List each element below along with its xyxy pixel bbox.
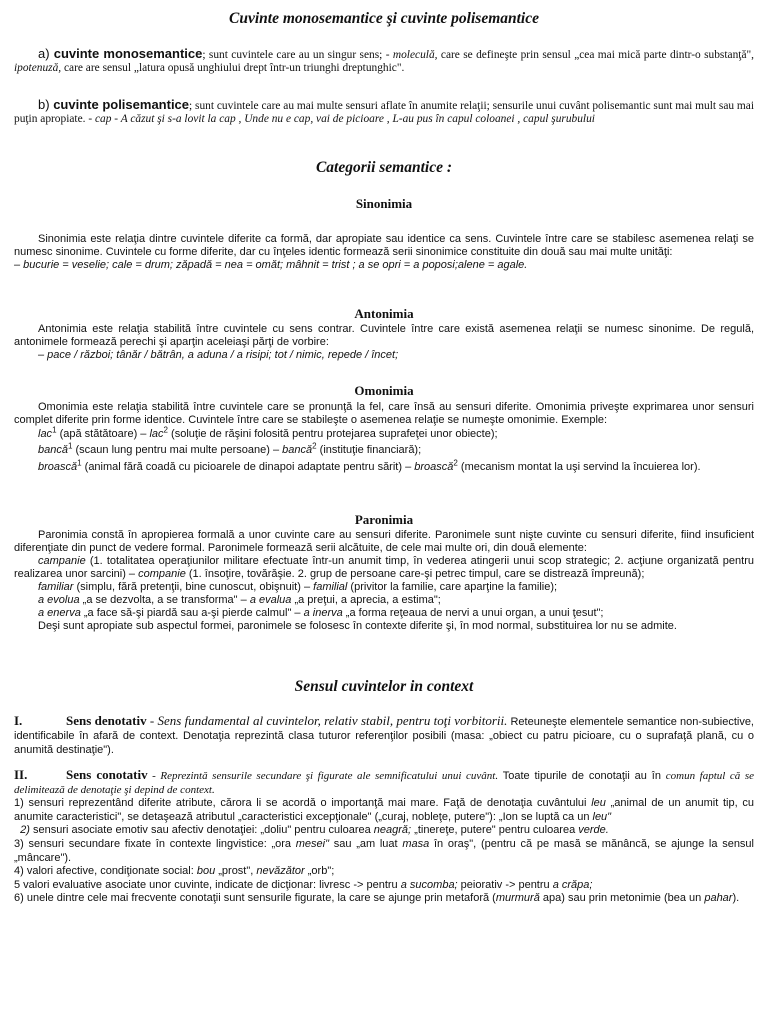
paronimia-closing: Deşi sunt apropiate sub aspectul formei, paronimele se folosesc în contexte diferite şi, în mod normal, substituirea lor nu se admite.	[38, 620, 677, 632]
context-title: Sensul cuvintelor in context	[294, 678, 474, 695]
conotativ-item-5: 5 valori evaluative asociate unor cuvinte, indicate de dicţionar: livresc -> pentru a sucomba; peiorativ -> pentru a crăpa;	[14, 878, 593, 891]
monosemantic-paragraph	[14, 47, 754, 75]
paronimia-body	[14, 529, 754, 633]
conotativ-italic2: comun faptul că se delimitează de denotaţie şi depind de context.	[14, 770, 754, 796]
paronimia-text: Paronimia constă în apropierea formală a unor cuvinte care au sensuri diferite. Paronimele sunt nişte cuvinte cu sensuri diferite, fiind insuficient diferenţiate din punct de vedere formal. Paronimele formează serii alcătuite, de cele mai multe ori, din două elemente:	[14, 529, 754, 554]
conotativ-section	[14, 768, 754, 906]
conotativ-number: II.	[14, 767, 28, 782]
polysemantic-paragraph	[14, 98, 754, 126]
paronimia-title: Paronimia	[354, 512, 414, 527]
mono-ex1-desc: care se defineşte prin sensul „cea mai mică parte dintr-o substanţă",	[437, 49, 754, 61]
omonimia-body	[14, 401, 754, 474]
paronimia-example-evolua: a evolua „a se dezvolta, a se transforma" – a evalua „a preţui, a aprecia, a estima";	[38, 594, 441, 606]
sinonimia-title: Sinonimia	[355, 196, 413, 211]
conotativ-item-4: 4) valori afective, condiţionate social: bou „prost", nevăzător „orb";	[14, 865, 335, 878]
denotativ-italic: - Sens fundamental al cuvintelor, relativ stabil, pentru toţi vorbitorii.	[146, 713, 508, 728]
omonimia-example-lac: lac$^1$ (apă stătătoare) – lac$^2$ (soluţie de răşini folosită pentru protejarea suprafeţei unor obiecte);	[38, 425, 498, 440]
antonimia-examples: – pace / război; tânăr / bătrân, a aduna / a risipi; tot / nimic, repede / încet;	[38, 349, 399, 361]
sinonimia-body	[14, 233, 754, 272]
conotativ-item-6: 6) unele dintre cele mai frecvente conotaţii sunt sensurile figurate, la care se ajunge prin metaforă (murmură apa) sau prin metonimie (bea un pahar).	[14, 892, 740, 905]
conotativ-item-3: 3) sensuri secundare fixate în contexte lingvistice: „ora mesei" sau „am luat masa în oraş", (pentru că pe masă se mănâncă, se ajunge la sensul „mâncare").	[14, 837, 754, 864]
conotativ-item-2: 2) sensuri asociate emotiv sau afectiv denotaţiei: „doliu" pentru culoarea neagră; „tinereţe, putere" pentru culoarea verde.	[20, 824, 609, 837]
poly-def: ; sunt cuvintele care au mai multe sensuri aflate în anumite relaţii; sensurile unui cuvânt polisemantic sunt mai mult sau mai puţin apropiate. -	[14, 100, 755, 125]
conotativ-term: Sens conotativ	[66, 767, 148, 782]
omonimia-example-banca: bancă$^1$ (scaun lung pentru mai multe persoane) – bancă$^2$ (instituţie financiară);	[38, 441, 422, 456]
mono-term: cuvinte monosemantice	[53, 46, 203, 61]
mono-ex2: ipotenuză,	[14, 62, 62, 74]
antonimia-body	[14, 323, 754, 362]
antonimia-title: Antonimia	[354, 306, 414, 321]
conotativ-text1: Toate tipurile de conotaţii au în	[498, 770, 661, 782]
denotativ-section	[14, 714, 754, 757]
categories-title: Categorii semantice :	[315, 159, 453, 176]
conotativ-item-1: 1) sensuri reprezentând diferite atribute, cărora li se acordă o importanţă mai mare. Faţă de denotaţia cuvântului leu „animal de un anumit tip, cu anumite caracteristici", se detaşează atributul „caracteristici excepţionale" („curaj, nobleţe, putere"): „Ion se luptă ca un leu"	[14, 797, 754, 823]
denotativ-term: Sens denotativ	[66, 713, 147, 728]
omonimia-title: Omonimia	[354, 383, 414, 398]
mono-ex2-desc: care are sensul „latura opusă unghiului drept într-un triunghi dreptunghic".	[61, 62, 405, 74]
sinonimia-examples: – bucurie = veselie; cale = drum; zăpadă = nea = omăt; mâhnit = trist ; a se opri = a poposi;alene = agale.	[14, 259, 528, 271]
paronimia-example-campanie: campanie (1. totalitatea operaţiunilor militare efectuate într-un anumit timp, în vederea atingerii unui scop strategic; 2. acţiune organizată pentru realizarea unor sarcini) – companie (1. însoţire, tovărăşie. 2. grup de persoane care-şi petrec timpul, care se distrează împreună);	[14, 555, 754, 580]
mono-def: ; sunt cuvintele care au un singur sens; -	[202, 49, 393, 61]
poly-prefix: b)	[38, 97, 54, 112]
conotativ-italic: - Reprezintă sensurile secundare şi figurate ale semnificatului unui cuvânt.	[147, 770, 499, 782]
paronimia-example-enerva: a enerva „a face să-şi piardă sau a-şi pierde calmul" – a inerva „a forma reţeaua de nervi a unui organ, a unui ţesut";	[38, 607, 604, 619]
antonimia-text: Antonimia este relaţia stabilită între cuvintele cu sens contrar. Cuvintele între care există asemenea relaţii se numesc sinonime. De regulă, antonimele formează perechi şi aparţin aceleiaşi părţi de vorbire:	[14, 323, 754, 348]
denotativ-text: Reteuneşte elementele semantice non-subiective, identificabile în afară de context. Denotaţia reprezintă clasa tuturor referenţilor posibili (masa: „obiect cu patru picioare, cu o suprafaţă plană, cu o anumită destinaţie").	[14, 716, 754, 756]
omonimia-example-broasca: broască$^1$ (animal fără coadă cu picioarele de dinapoi adaptate pentru sărit) – broască$^2$ (mecanism montat la uşi servind la încuierea lor).	[38, 458, 701, 473]
page-title: Cuvinte monosemantice şi cuvinte polisemantice	[229, 10, 539, 27]
paronimia-example-familiar: familiar (simplu, fără pretenţii, bine cunoscut, obişnuit) – familial (privitor la familie, care aparţine la familie);	[38, 581, 558, 593]
poly-examples: cap - A căzut şi s-a lovit la cap , Unde nu e cap, vai de picioare , L-au pus în capul coloanei , capul şurubului	[94, 113, 595, 125]
omonimia-text: Omonimia este relaţia stabilită între cuvintele care se pronunţă la fel, care însă au sensuri diferite. Omonimia priveşte exprimarea unor sensuri complet diferite prin forme identice. Cuvintele între care se stabileşte o asemenea relaţie se numeşte omonimie. Exemple:	[14, 401, 754, 426]
mono-ex1: moleculă,	[392, 49, 438, 61]
sinonimia-text: Sinonimia este relaţia dintre cuvintele diferite ca formă, dar apropiate sau identice ca sens. Cuvintele între care se stabilesc asemenea relaţi se numesc sinonime. Cuvintele cu forme diferite, dar cu înţeles identic formează serii sinonimice constituite din două sau mai multe unităţi:	[14, 233, 754, 258]
mono-prefix: a)	[38, 46, 54, 61]
denotativ-number: I.	[14, 713, 23, 728]
poly-term: cuvinte polisemantice	[53, 97, 190, 112]
